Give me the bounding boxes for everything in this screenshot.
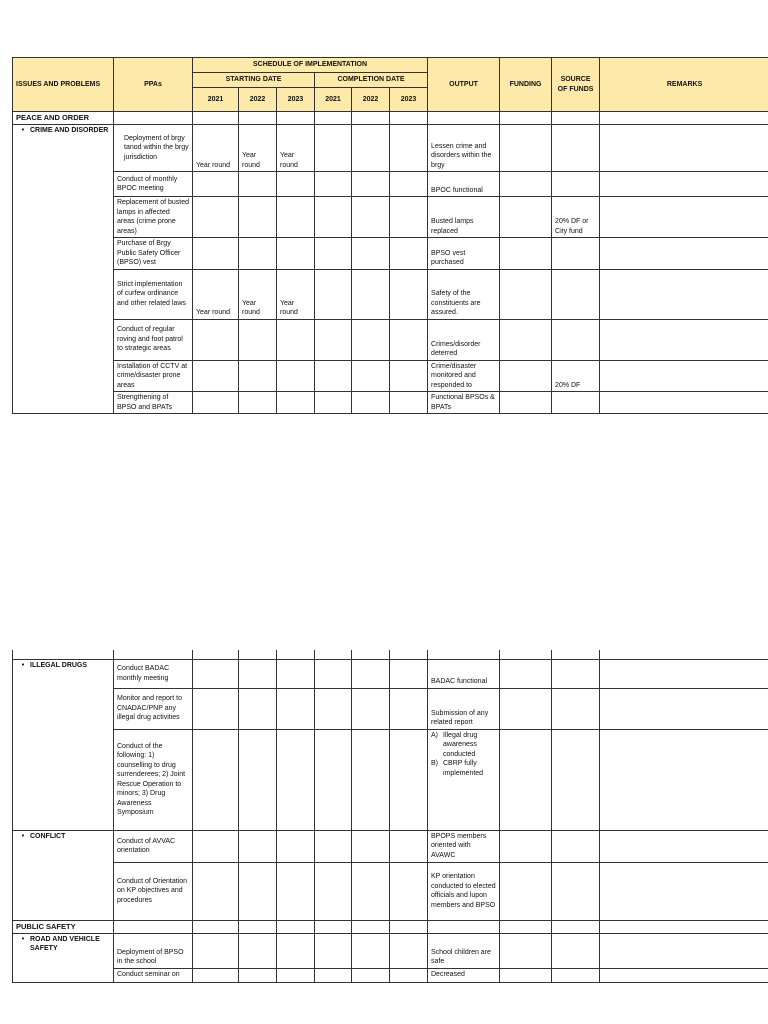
header-ppas: PPAs	[114, 58, 193, 112]
header-remarks: REMARKS	[600, 58, 768, 112]
source-cell: 20% DF	[552, 360, 600, 392]
header-source: SOURCE OF FUNDS	[552, 58, 600, 112]
header-starting: STARTING DATE	[193, 73, 315, 88]
year-2022-start: 2022	[239, 88, 277, 112]
ppa-cell: Conduct of AVVAC orientation	[114, 830, 193, 862]
bullet-icon: •	[21, 935, 25, 943]
output-cell: Busted lamps replaced	[428, 197, 500, 238]
issue-illegal-drugs: • ILLEGAL DRUGS	[13, 659, 114, 830]
output-item: A) Illegal drug awareness conducted	[431, 731, 478, 758]
header-issues: ISSUES AND PROBLEMS	[13, 58, 114, 112]
header-schedule: SCHEDULE OF IMPLEMENTATION	[193, 58, 428, 73]
output-cell: BPOPS members oriented with AVAWC	[428, 830, 500, 862]
ppa-cell: Conduct seminar on	[114, 968, 193, 982]
bullet-icon: •	[21, 832, 25, 840]
ppa-cell: Conduct BADAC monthly meeting	[114, 659, 193, 688]
ppa-cell: Deployment of brgy tanod within the brgy jurisdiction	[114, 125, 193, 172]
year-2023-start: 2023	[277, 88, 315, 112]
header-output: OUTPUT	[428, 58, 500, 112]
schedule-cell: Year round	[193, 269, 239, 319]
ppa-cell: Purchase of Brgy Public Safety Officer (BPSO) vest	[114, 238, 193, 270]
schedule-cell: Year round	[277, 125, 315, 172]
implementation-table-page1	[12, 57, 768, 414]
output-cell: BPSO vest purchased	[428, 238, 500, 270]
ppa-cell: Conduct of regular roving and foot patrol to strategic areas	[114, 319, 193, 360]
output-cell: Lessen crime and disorders within the brgy	[428, 125, 500, 172]
schedule-cell: Year round	[193, 125, 239, 172]
output-cell: BPOC functional	[428, 172, 500, 197]
output-cell: Crimes/disorder deterred	[428, 319, 500, 360]
section-public-safety: PUBLIC SAFETY	[13, 920, 114, 933]
output-cell: School children are safe	[428, 933, 500, 968]
issue-crime-and-disorder: • CRIME AND DISORDER	[13, 125, 114, 414]
year-2021-start: 2021	[193, 88, 239, 112]
output-cell: BADAC functional	[428, 659, 500, 688]
ppa-cell: Installation of CCTV at crime/disaster prone areas	[114, 360, 193, 392]
output-cell: KP orientation conducted to elected officials and lupon members and BPSO	[428, 862, 500, 920]
issue-road-and-vehicle-safety: • ROAD AND VEHICLE SAFETY	[13, 933, 114, 982]
bullet-icon: •	[21, 127, 25, 134]
ppa-cell: Strict implementation of curfew ordinance and other related laws	[114, 269, 193, 319]
output-cell	[428, 729, 500, 830]
source-cell	[552, 125, 600, 172]
header-completion: COMPLETION DATE	[315, 73, 428, 88]
output-cell: Decreased	[428, 968, 500, 982]
year-2021-end: 2021	[315, 88, 352, 112]
output-cell: Safety of the constituents are assured.	[428, 269, 500, 319]
issue-conflict: • CONFLICT	[13, 830, 114, 920]
ppa-cell: Conduct of Orientation on KP objectives and procedures	[114, 862, 193, 920]
output-cell: Crime/disaster monitored and responded to	[428, 360, 500, 392]
output-cell: Functional BPSOs & BPATs	[428, 392, 500, 414]
schedule-cell: Year round	[277, 269, 315, 319]
ppa-cell: Conduct of monthly BPOC meeting	[114, 172, 193, 197]
output-cell: Submission of any related report	[428, 688, 500, 729]
ppa-cell: Monitor and report to CNADAC/PNP any illegal drug activities	[114, 688, 193, 729]
year-2022-end: 2022	[352, 88, 390, 112]
ppa-cell: Replacement of busted lamps in affected areas (crime prone areas)	[114, 197, 193, 238]
year-2023-end: 2023	[390, 88, 428, 112]
output-item: B) CBRP fully implemented	[431, 760, 484, 777]
schedule-cell: Year round	[239, 269, 277, 319]
schedule-cell: Year round	[239, 125, 277, 172]
header-funding: FUNDING	[500, 58, 552, 112]
implementation-table-page2	[12, 650, 768, 983]
source-cell: 20% DF or City fund	[552, 197, 600, 238]
ppa-cell: Deployment of BPSO in the school	[114, 933, 193, 968]
bullet-icon: •	[21, 661, 25, 669]
ppa-cell: Conduct of the following: 1) counselling to drug surrenderees; 2) Joint Rescue Operation to minors; 3) Drug Awareness Symposium	[114, 729, 193, 830]
section-peace-and-order: PEACE AND ORDER	[13, 112, 114, 125]
ppa-cell: Strengthening of BPSO and BPATs	[114, 392, 193, 414]
